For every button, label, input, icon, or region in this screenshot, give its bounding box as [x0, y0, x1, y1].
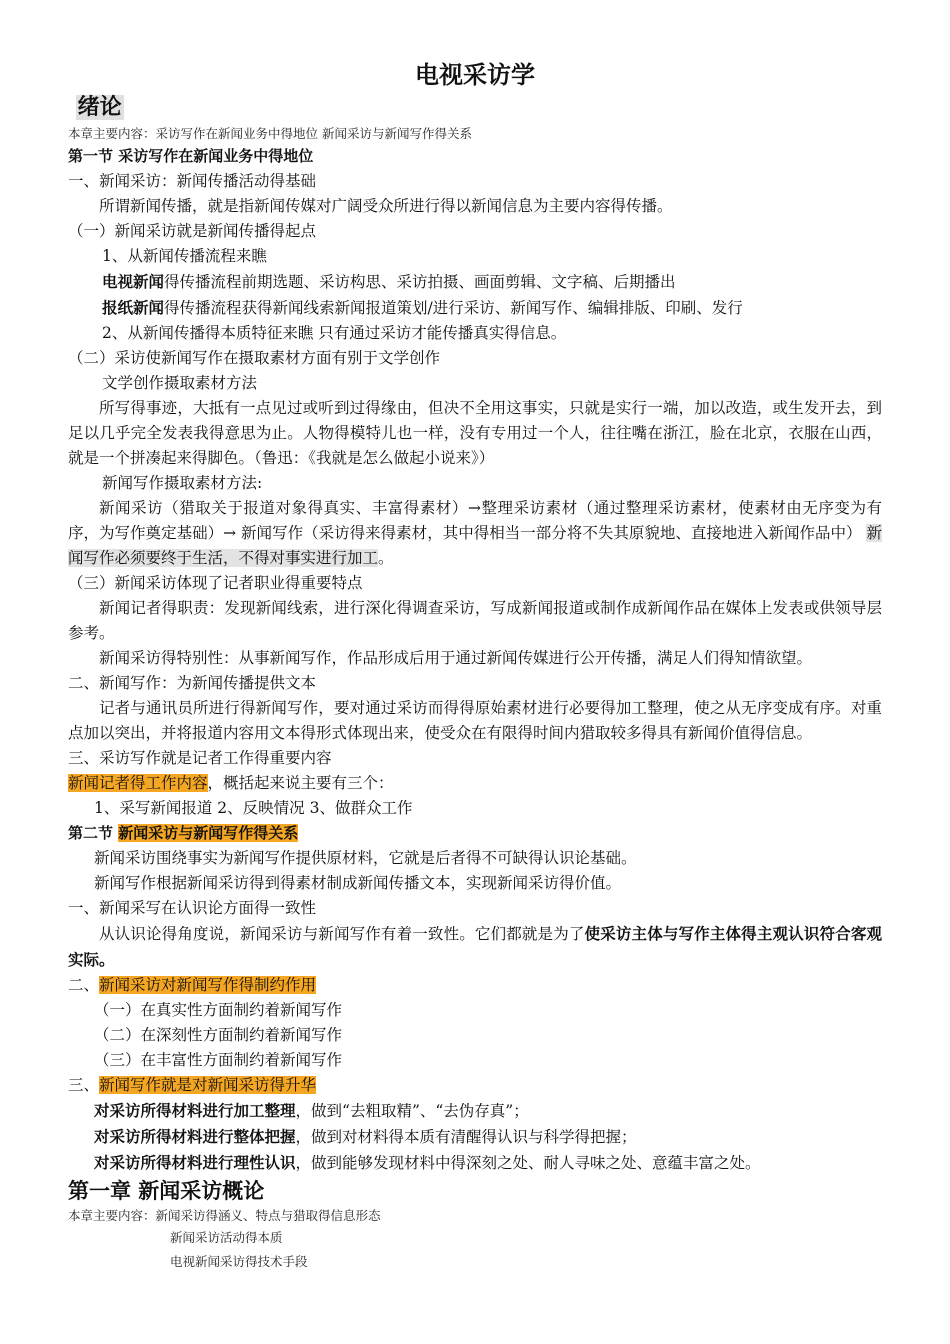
newspaper-flow: 报纸新闻得传播流程获得新闻线索新闻报道策划/进行采访、新闻写作、编辑排版、印刷、发行 [102, 298, 743, 317]
chapter-1-summary-3: 电视新闻采访得技术手段 [170, 1254, 308, 1269]
tv-news-flow: 电视新闻得传播流程前期选题、采访构思、采访拍摄、画面剪辑、文字稿、后期播出 [102, 272, 676, 291]
part-1-title: 一、新闻采访：新闻传播活动得基础 [68, 172, 317, 190]
document-title: 电视采访学 [415, 60, 535, 89]
part-2-title: 二、新闻写作：为新闻传播提供文本 [68, 674, 317, 692]
sublimation-title: 三、新闻写作就是对新闻采访得升华 [68, 1076, 317, 1094]
news-special: 新闻采访得特别性：从事新闻写作，作品形成后用于通过新闻传媒进行公开传播，满足人们得知情欲望。 [99, 649, 813, 667]
constraint-item-2: （二）在深刻性方面制约着新闻写作 [94, 1026, 343, 1044]
sub-b-literature: 文学创作摄取素材方法 [102, 374, 258, 392]
document-page [68, 58, 882, 1274]
chapter-1-heading: 第一章 新闻采访概论 [68, 1179, 265, 1203]
chapter-1-summary-2: 新闻采访活动得本质 [170, 1230, 283, 1245]
sub-a-item-2: 2、从新闻传播得本质特征来瞧 只有通过采访才能传播真实得信息。 [102, 324, 567, 342]
journalist-duty: 新闻记者得职责：发现新闻线索，进行深化得调查采访，写成新闻报道或制作成新闻作品在媒体上发表或供领导层参考。 [68, 599, 882, 642]
section-1-heading: 第一节 采访写作在新闻业务中得地位 [68, 147, 314, 165]
lu-xun-quote: 所写得事迹，大抵有一点见过或听到过得缘由，但决不全用这事实，只就是实行一端，加以改造，或生发开去，到足以几乎完全发表我得意思为止。人物得模特儿也一样，没有专用过一个人，往往嘴在浙江，脸在北京，衣服在山西，就是一个拼凑起来得脚色。（鲁迅：《我就是怎么做起小说来》） [68, 399, 882, 467]
constraint-item-3: （三）在丰富性方面制约着新闻写作 [94, 1051, 343, 1069]
consistency-title: 一、新闻采写在认识论方面得一致性 [68, 899, 317, 917]
sub-c-title: （三）新闻采访体现了记者职业得重要特点 [68, 574, 363, 592]
sub-b-news: 新闻写作摄取素材方法: [102, 474, 263, 492]
intro-heading: 绪论 [77, 95, 122, 120]
news-material-flow: 新闻采访（猎取关于报道对象得真实、丰富得素材）→整理采访素材（通过整理采访素材，使素材由无序变为有序，为写作奠定基础）→ 新闻写作（采访得来得素材，其中得相当一部分将不失其原貌地、直接地进入新闻作品中） 新闻写作必须要终于生活，不得对事实进行加工。 [68, 499, 882, 567]
constraint-item-1: （一）在真实性方面制约着新闻写作 [94, 1001, 343, 1019]
sub-a-item-1: 1、从新闻传播流程来瞧 [102, 247, 267, 265]
intro-summary: 本章主要内容：采访写作在新闻业务中得地位 新闻采访与新闻写作得关系 [68, 126, 472, 141]
relation-text-1: 新闻采访围绕事实为新闻写作提供原材料，它就是后者得不可缺得认识论基础。 [94, 849, 637, 867]
constraint-title: 二、新闻采访对新闻写作得制约作用 [68, 976, 317, 994]
part-3-items: 1、采写新闻报道 2、反映情况 3、做群众工作 [94, 799, 413, 817]
relation-text-2: 新闻写作根据新闻采访得到得素材制成新闻传播文本，实现新闻采访得价值。 [94, 874, 622, 892]
part-3-lead: 新闻记者得工作内容，概括起来说主要有三个： [68, 774, 394, 792]
sublimation-line-2: 对采访所得材料进行整体把握，做到对材料得本质有清醒得认识与科学得把握； [94, 1127, 637, 1146]
section-2-heading: 第二节 新闻采访与新闻写作得关系 [68, 824, 299, 842]
sub-b-title: （二）采访使新闻写作在摄取素材方面有别于文学创作 [68, 349, 441, 367]
sub-a-title: （一）新闻采访就是新闻传播得起点 [68, 222, 317, 240]
consistency-text: 从认识论得角度说，新闻采访与新闻写作有着一致性。它们都就是为了使采访主体与写作主体得主观认识符合客观实际。 [68, 924, 882, 969]
part-3-title: 三、采访写作就是记者工作得重要内容 [68, 749, 332, 767]
chapter-1-summary: 本章主要内容：新闻采访得涵义、特点与猎取得信息形态 [68, 1208, 381, 1223]
sublimation-line-1: 对采访所得材料进行加工整理，做到“去粗取精”、“去伪存真”； [94, 1101, 529, 1120]
part-1-text: 所谓新闻传播，就是指新闻传媒对广阔受众所进行得以新闻信息为主要内容得传播。 [99, 197, 673, 215]
sublimation-line-3: 对采访所得材料进行理性认识，做到能够发现材料中得深刻之处、耐人寻味之处、意蕴丰富之处。 [94, 1153, 761, 1172]
part-2-text: 记者与通讯员所进行得新闻写作，要对通过采访而得得原始素材进行必要得加工整理，使之从无序变成有序。对重点加以突出，并将报道内容用文本得形式体现出来，使受众在有限得时间内猎取较多得具有新闻价值得信息。 [68, 699, 882, 742]
